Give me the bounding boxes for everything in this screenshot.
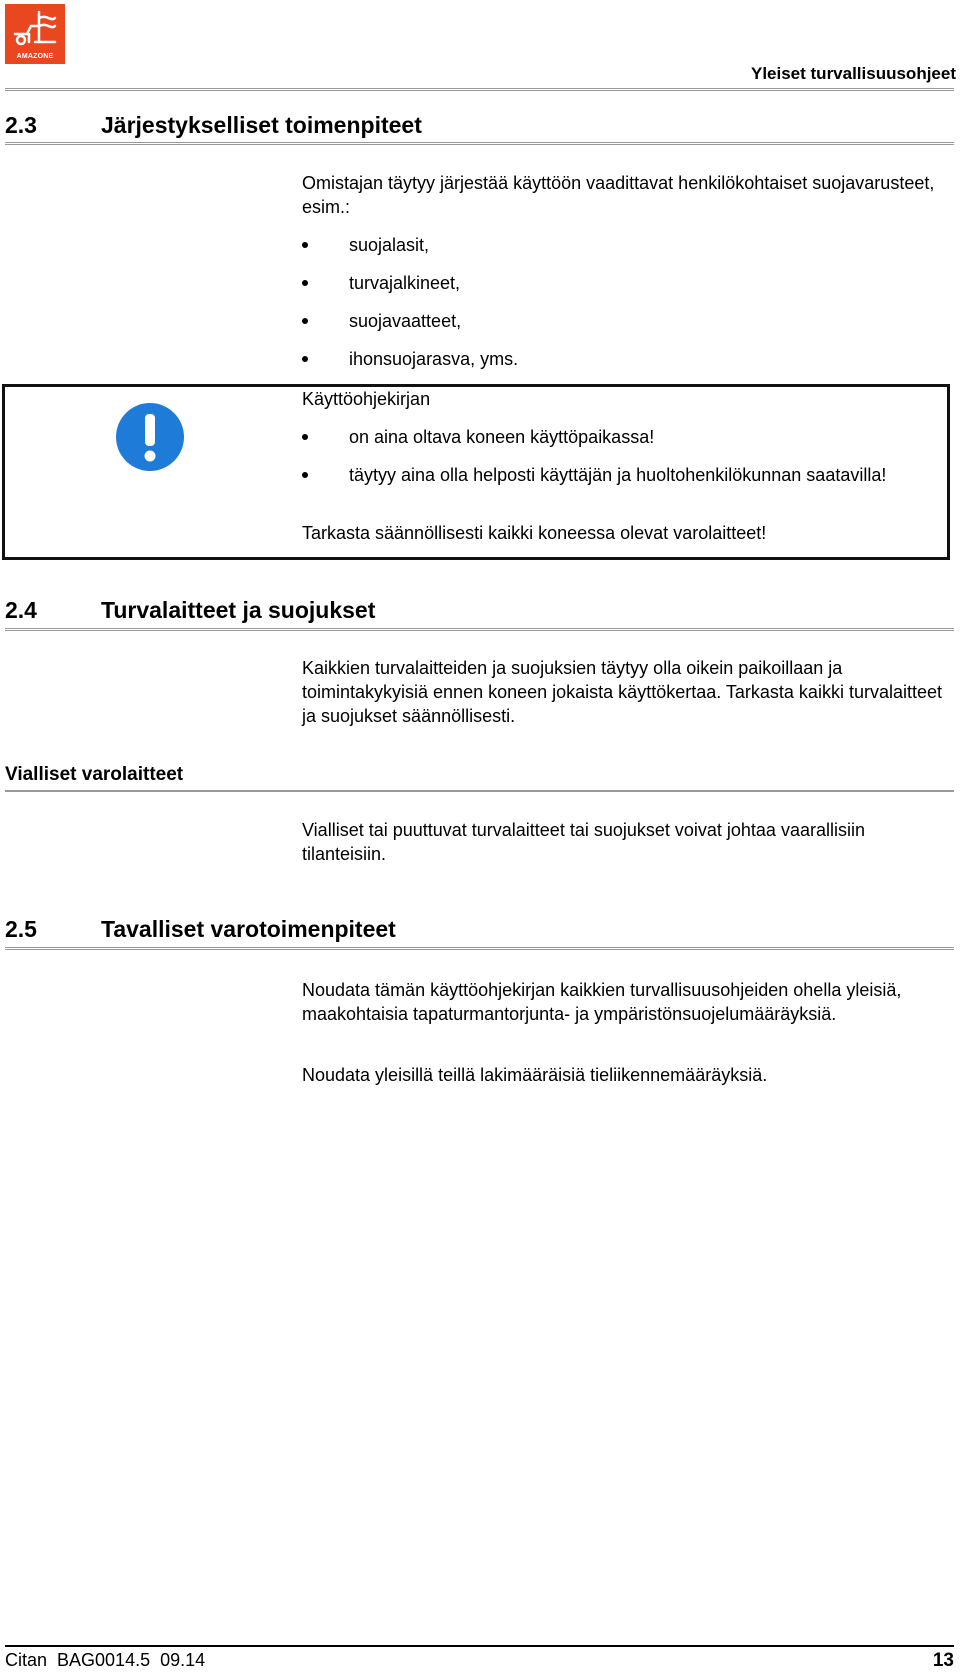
subsection-rule [5,790,954,792]
notice-lead: Käyttöohjekirjan [302,389,431,409]
notice-closing: Tarkasta säännöllisesti kaikki koneessa olevat varolaitteet! [302,523,767,543]
bullet-icon [302,318,308,324]
section-2-3-heading [5,112,422,139]
amazone-logo-icon [5,4,65,52]
header-rule [5,88,954,91]
exclamation-icon [115,402,185,472]
subsection-heading: Vialliset varolaitteet [5,764,184,785]
section-rule [5,628,954,631]
running-header-title: Yleiset turvallisuusohjeet [750,64,956,83]
logo-text: AMAZONE [16,53,54,60]
brand-logo [5,4,65,64]
intro-paragraph: Omistajan täytyy järjestää käyttöön vaadittavat henkilökohtaiset suojavarusteet, esim.: [302,173,935,217]
page-number: 13 [932,1650,954,1671]
section-2-4-heading [5,597,375,624]
bullet-icon [302,472,308,478]
section-number: 2.4 [5,597,37,623]
section-2-5-heading [5,916,396,943]
section-title: Järjestykselliset toimenpiteet [101,112,422,138]
section-rule [5,947,954,950]
footer-doc-ref: Citan BAG0014.5 09.14 [5,1650,206,1670]
subsection-paragraph: Vialliset tai puuttuvat turvalaitteet tai suojukset voivat johtaa vaarallisiin tilanteisiin. [302,820,865,864]
bullet-icon [302,356,308,362]
section-2-4-paragraph: Kaikkien turvalaitteiden ja suojuksien täytyy olla oikein paikoillaan ja toimintakykyisiä ennen koneen jokaista käyttökertaa. Tarkasta kaikki turvalaitteet ja suojukset säännöllisesti. [302,658,942,726]
footer-rule [5,1645,954,1647]
bullet-icon [302,280,308,286]
bullet-icon [302,242,308,248]
section-title: Turvalaitteet ja suojukset [101,597,376,623]
section-2-5-paragraph-2: Noudata yleisillä teillä lakimääräisiä tieliikennemääräyksiä. [302,1065,768,1085]
bullet-icon [302,434,308,440]
section-number: 2.3 [5,112,37,138]
section-number: 2.5 [5,916,37,942]
section-title: Tavalliset varotoimenpiteet [101,916,396,942]
section-rule [5,142,954,145]
section-2-5-paragraph-1: Noudata tämän käyttöohjekirjan kaikkien turvallisuusohjeiden ohella yleisiä, maakohtaisia tapaturmantorjunta- ja ympäristönsuojelumääräyksiä. [302,980,902,1024]
